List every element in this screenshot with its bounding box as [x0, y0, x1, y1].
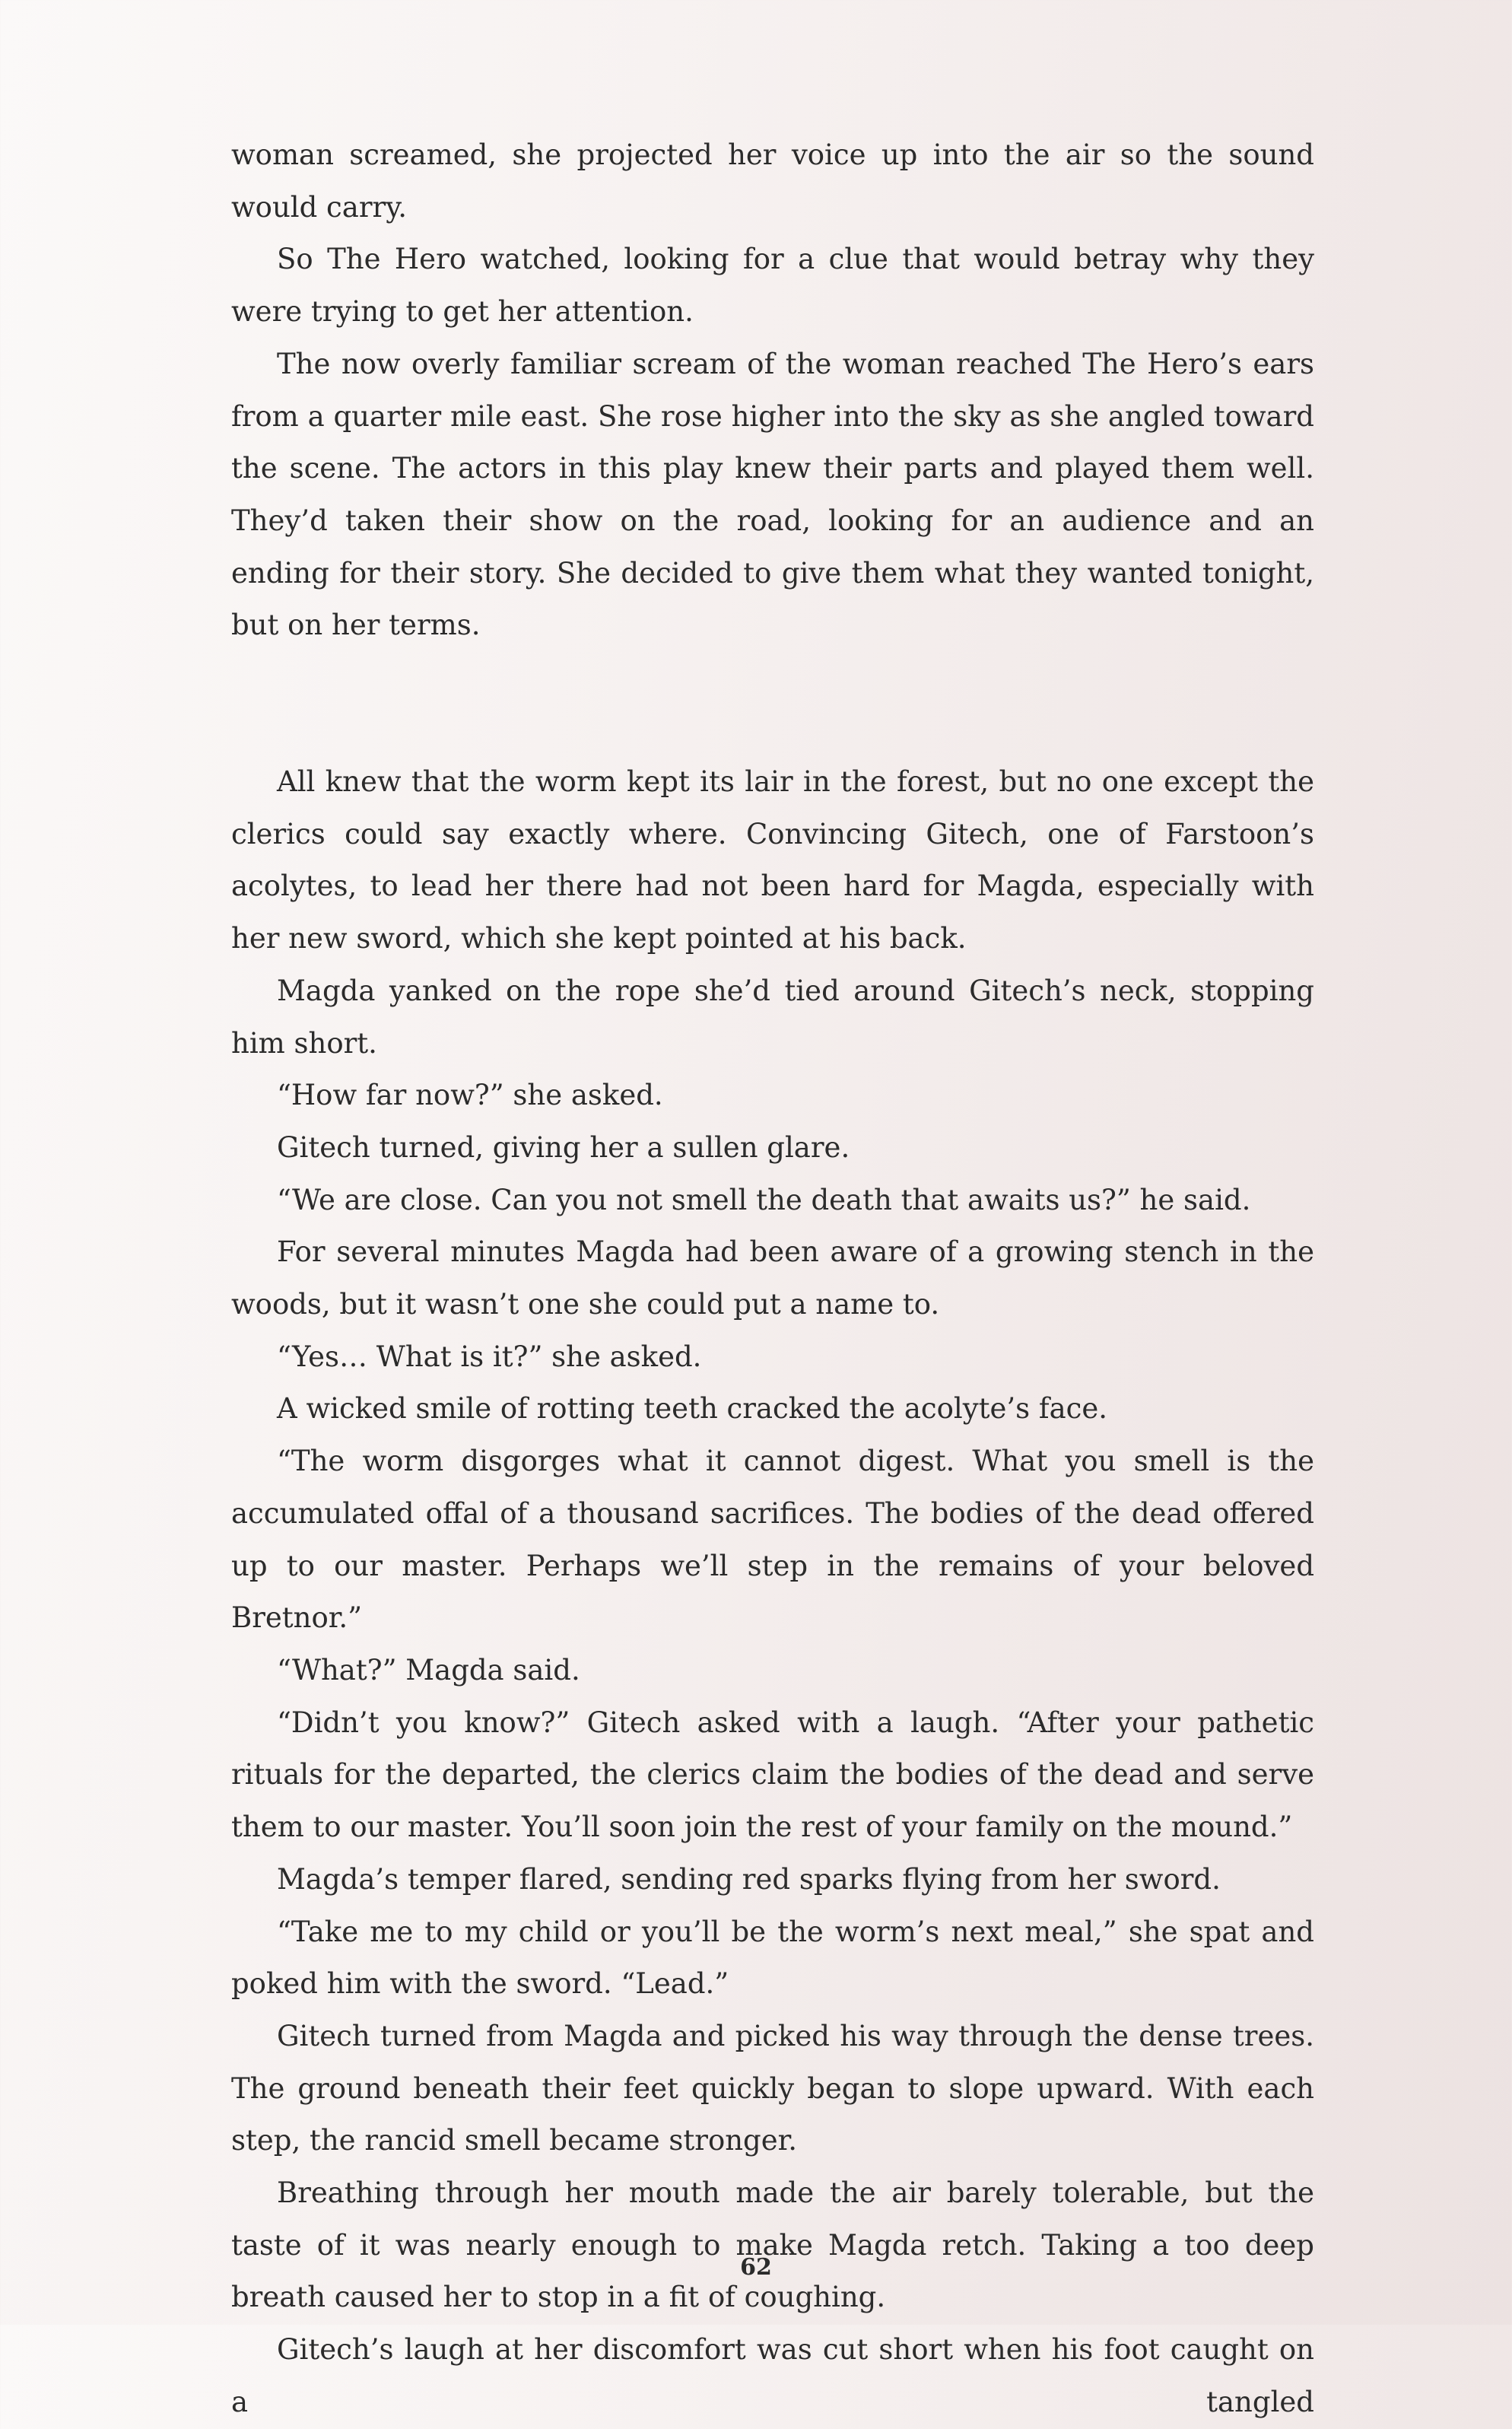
page-number: 62	[740, 2254, 772, 2281]
paragraph: “Take me to my child or you’ll be the worm’s next meal,” she spat and poked him with the sword. “Lead.”	[231, 1915, 1314, 2001]
paragraph: Gitech turned, giving her a sullen glare.	[277, 1130, 850, 1164]
paragraph: “Yes… What is it?” she asked.	[277, 1340, 702, 1373]
paragraph: Gitech turned from Magda and picked his way through the dense trees. The ground beneath their feet quickly began to slope upward. With each step, the rancid smell became stronger.	[231, 2019, 1314, 2157]
paragraph: Gitech’s laugh at her discomfort was cut short when his foot caught on a tangled	[231, 2333, 1314, 2418]
paragraph: “What?” Magda said.	[277, 1653, 580, 1687]
body-text	[231, 129, 1314, 2429]
paragraph: All knew that the worm kept its lair in the forest, but no one except the clerics could say exactly where. Convincing Gitech, one of Farstoon’s acolytes, to lead her there had not been hard for Magda, especially with her new sword, which she kept pointed at his back.	[231, 765, 1314, 955]
paragraph: The now overly familiar scream of the woman reached The Hero’s ears from a quarter mile east. She rose higher into the sky as she angled toward the scene. The actors in this play knew their parts and played them well. They’d taken their show on the road, looking for an audience and an ending for their story. She decided to give them what they wanted tonight, but on her terms.	[231, 347, 1314, 642]
paragraph: woman screamed, she projected her voice up into the air so the sound would carry.	[231, 138, 1314, 224]
paragraph: Magda’s temper flared, sending red sparks flying from her sword.	[277, 1862, 1221, 1896]
paragraph: “Didn’t you know?” Gitech asked with a laugh. “After your pathetic rituals for the departed, the clerics claim the bodies of the dead and serve them to our master. You’ll soon join the rest of your family on the mound.”	[231, 1706, 1314, 1844]
paragraph: So The Hero watched, looking for a clue that would betray why they were trying to get her attention.	[231, 243, 1314, 329]
paragraph: Breathing through her mouth made the air barely tolerable, but the taste of it was nearly enough to make Magda retch. Taking a too deep breath caused her to stop in a fit of coughing.	[231, 2176, 1314, 2314]
paragraph: “We are close. Can you not smell the death that awaits us?” he said.	[277, 1183, 1251, 1216]
section-break	[231, 652, 1314, 756]
paragraph: “How far now?” she asked.	[277, 1079, 663, 1112]
paragraph: “The worm disgorges what it cannot digest. What you smell is the accumulated offal of a thousand sacrifices. The bodies of the dead offered up to our master. Perhaps we’ll step in the remains of your beloved Bretnor.”	[231, 1445, 1314, 1635]
paragraph: A wicked smile of rotting teeth cracked the acolyte’s face.	[277, 1392, 1108, 1426]
paragraph: Magda yanked on the rope she’d tied around Gitech’s neck, stopping him short.	[231, 974, 1314, 1060]
paragraph: For several minutes Magda had been aware of a growing stench in the woods, but it wasn’t one she could put a name to.	[231, 1235, 1314, 1321]
